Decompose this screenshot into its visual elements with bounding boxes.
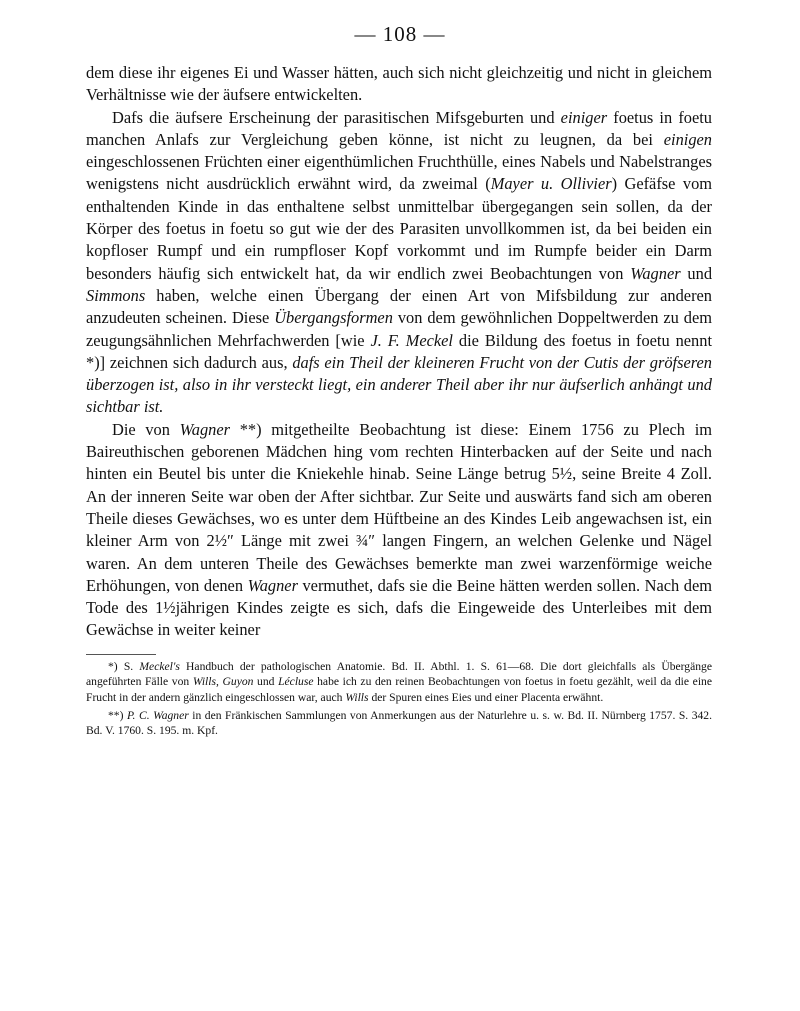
text-run: dem diese ihr eigenes Ei und Wasser hätten, auch sich nicht gleichzeitig und nicht in gleichem Verhältnisse wie der äufsere entwickelten. bbox=[86, 63, 712, 105]
text-run: *) S. bbox=[108, 659, 140, 673]
text-run: habe ich zu den reinen Beobachtungen von foetus in foetu gezählt, weil da die eine Frucht in der andern gänzlich eingeschlossen war, auch bbox=[86, 675, 712, 704]
italic-text: Mayer u. Ollivier bbox=[490, 174, 612, 194]
text-run: der Spuren eines Eies und einer Placenta erwähnt. bbox=[368, 690, 604, 704]
text-run: Die von bbox=[112, 419, 180, 439]
footnote bbox=[86, 659, 712, 706]
text-run: in den Fränkischen Sammlungen von Anmerkungen aus der Naturlehre u. s. w. Bd. II. Nürnberg 1757. S. 342. Bd. V. 1760. S. 195. m. Kpf. bbox=[86, 708, 712, 738]
italic-text: Wagner bbox=[179, 419, 231, 439]
italic-text: einigen bbox=[663, 129, 712, 149]
text-run: Handbuch der pathologischen Anatomie. Bd. II. Abthl. 1. S. 61—68. Die dort gleichfalls als Übergänge angeführten Fälle von bbox=[86, 659, 712, 689]
italic-text: Wills bbox=[345, 690, 369, 704]
page-number: — 108 — bbox=[354, 22, 446, 46]
footnote bbox=[86, 708, 712, 739]
italic-text: Simmons bbox=[86, 285, 146, 305]
italic-text: Übergangsformen bbox=[274, 308, 393, 328]
italic-text: Wagner bbox=[247, 575, 298, 595]
italic-text: Lécluse bbox=[278, 675, 314, 689]
footnotes bbox=[86, 659, 712, 739]
text-run: foetus in foetu manchen Anlafs zur Vergleichung geben könne, ist nicht zu leugnen, da bei bbox=[86, 107, 712, 149]
italic-text: J. F. Meckel bbox=[370, 330, 453, 350]
body-paragraph bbox=[86, 62, 712, 107]
italic-text: einiger bbox=[560, 107, 608, 127]
text-run: **) bbox=[108, 708, 127, 722]
text-run: haben, welche einen Übergang der einen Art von Mifsbildung zur anderen anzudeuten scheinen. Diese bbox=[86, 285, 712, 328]
italic-text: Wills, Guyon bbox=[192, 675, 254, 689]
text-run: eingeschlossenen Früchten einer eigenthümlichen Fruchthülle, eines Nabels und Nabelstranges wenigstens nicht ausdrücklich erwähnt wird, da zweimal ( bbox=[86, 152, 712, 194]
text-run: die Bildung des foetus in foetu nennt *)] zeichnen sich dadurch aus, bbox=[86, 330, 712, 372]
footnote-separator bbox=[86, 654, 156, 655]
text-run: Dafs die äufsere Erscheinung der parasitischen Mifsgeburten und bbox=[112, 107, 561, 127]
text-run: vermuthet, dafs sie die Beine hätten werden sollen. Nach dem Tode des 1½jährigen Kindes zeigte es sich, dafs die Eingeweide des Unterleibes mit dem Gewächse in weiter keiner bbox=[86, 575, 712, 640]
text-run: **) mitgetheilte Beobachtung ist diese: Einem 1756 zu Plech im Baireuthischen geborenen Mädchen hing vom rechten Hinterbacken auf der Seite und nach hinten ein Beutel bis unter die Kniekehle hinab. Seine Länge betrug 5½, seine Breite 4 Zoll. An der inneren Seite war oben der After sichtbar. Zur Seite und auswärts fand sich am oberen Theile dieses Gewächses, wo es unter dem Hüftbeine an des Kindes Leib angewachsen ist, ein kleiner Arm von 2½″ Länge mit zwei ¾″ langen Fingern, an welchen Gelenke und Nägel waren. An dem unteren Theile des Gewächses bemerkte man zwei warzenförmige weiche Erhöhungen, von denen bbox=[86, 419, 712, 595]
italic-text: dafs ein Theil der kleineren Frucht von der Cutis der gröfseren überzogen ist, also in ihr versteckt liegt, ein anderer Theil aber ihr nur äufserlich anhängt und sichtbar ist. bbox=[86, 352, 712, 417]
italic-text: Meckel's bbox=[139, 659, 180, 673]
italic-text: P. C. Wagner bbox=[126, 708, 189, 722]
body-paragraph bbox=[86, 107, 712, 419]
text-run: ) Gefäfse vom enthaltenden Kinde in das enthaltene selbst unmittelbar übergegangen sein sollen, da der Körper des foetus in foetu so gut wie der des Parasiten unvollkommen ist, da bei beiden ein kopfloser Rumpf und ein rumpfloser Kopf vorkommt und im Rumpfe beider ein Darm besonders häufig sich entwickelt hat, da wir endlich zwei Beobachtungen von bbox=[86, 174, 713, 283]
body-paragraph bbox=[86, 419, 712, 642]
text-run: und bbox=[680, 263, 713, 283]
main-text bbox=[86, 62, 712, 642]
text-run: und bbox=[253, 675, 279, 689]
italic-text: Wagner bbox=[630, 263, 681, 283]
text-run: von dem gewöhnlichen Doppeltwerden zu dem zeugungsähnlichen Mehrfachwerden [wie bbox=[86, 308, 712, 350]
